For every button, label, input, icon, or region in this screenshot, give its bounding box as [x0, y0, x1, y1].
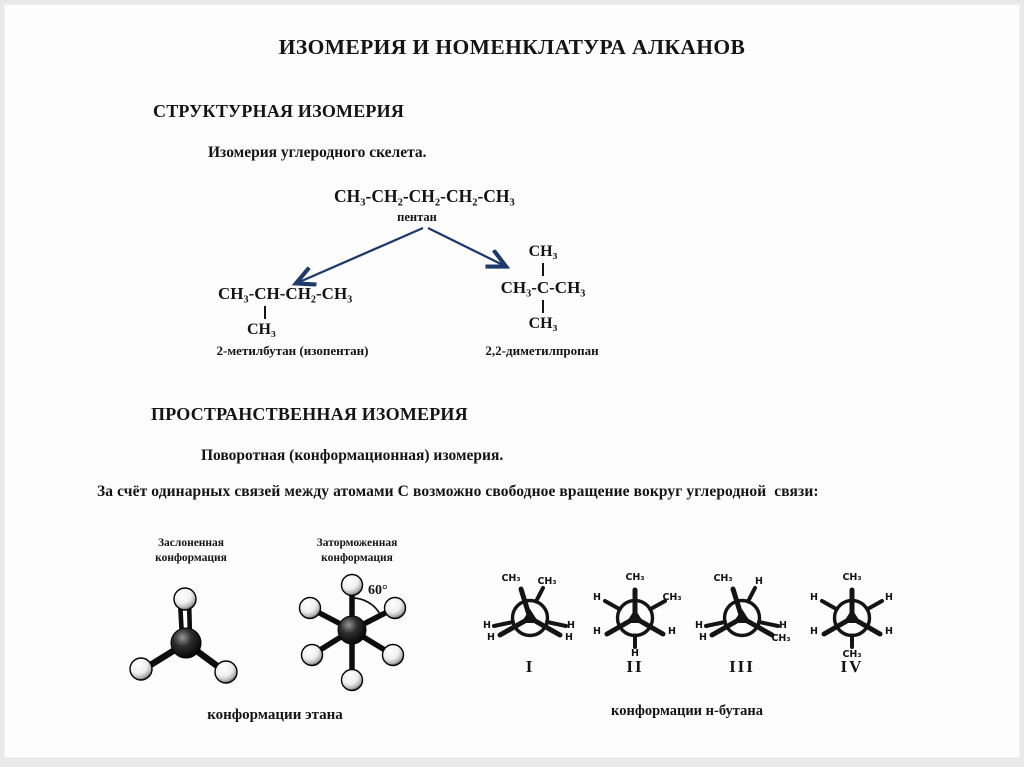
substituent-label: H — [885, 592, 893, 603]
isomer-left-name: 2-метилбутан (изопентан) — [216, 343, 369, 358]
staggered-conformation-label — [297, 536, 417, 566]
staggered-label-line2: конформация — [321, 551, 393, 564]
hydrogen-ball — [302, 645, 323, 666]
rotation-angle-label: 60° — [368, 583, 388, 598]
substituent-label: CH₃ — [537, 576, 557, 587]
substituent-label: H — [631, 648, 639, 659]
substituent-label: H — [593, 592, 601, 603]
subheading-carbon-skeleton: Изомерия углеродного скелета. — [208, 144, 427, 161]
carbon-ball — [338, 616, 366, 644]
hydrogen-ball — [174, 588, 196, 610]
substituent-label: H — [779, 620, 787, 631]
substituent-label: CH₃ — [842, 572, 862, 583]
substituent-label: CH₃ — [713, 573, 733, 584]
substituent-label: H — [810, 592, 818, 603]
angle-arc — [352, 598, 380, 614]
isomer-left-formula: CH₃-CH-CH₂-CH₃ — [218, 284, 353, 303]
butane-caption: конформации н-бутана — [611, 703, 763, 719]
conformer-numeral: III — [729, 657, 755, 676]
ethane-caption: конформации этана — [207, 707, 343, 723]
pentane-name: пентан — [397, 210, 437, 224]
substituent-label: H — [483, 620, 491, 631]
substituent-label: CH₃ — [501, 573, 521, 584]
newman-projection-2 — [580, 563, 690, 681]
newman-projection-1 — [475, 563, 585, 681]
isomer-left-branch: CH₃ — [247, 321, 276, 338]
eclipsed-ethane-model — [123, 583, 253, 695]
isomer-right-top-bond — [542, 263, 544, 276]
substituent-label: H — [885, 626, 893, 637]
section-heading-structural: СТРУКТУРНАЯ ИЗОМЕРИЯ — [153, 101, 405, 121]
conformer-numeral: I — [525, 657, 535, 676]
staggered-label-line1: Заторможенная — [316, 537, 398, 549]
substituent-label: H — [487, 632, 495, 643]
hydrogen-ball — [130, 658, 152, 680]
hydrogen-ball — [215, 661, 237, 683]
carbon-ball — [171, 628, 201, 658]
page-title: ИЗОМЕРИЯ И НОМЕНКЛАТУРА АЛКАНОВ — [278, 35, 746, 59]
substituent-label: H — [699, 632, 707, 643]
hydrogen-ball — [300, 598, 321, 619]
isomer-right-structure — [489, 243, 597, 333]
isomer-right-top-branch: CH₃ — [528, 243, 558, 260]
isomer-right-bottom-branch: CH₃ — [528, 315, 558, 332]
substituent-label: CH₃ — [625, 572, 645, 583]
section-heading-spatial: ПРОСТРАНСТВЕННАЯ ИЗОМЕРИЯ — [151, 404, 468, 424]
isomer-left-branch-bond — [264, 306, 266, 319]
eclipsed-conformation-label — [131, 536, 251, 566]
substituent-label: CH₃ — [842, 649, 862, 660]
rotation-description: За счёт одинарных связей между атомами С возможно свободное вращение вокруг углеродной связи: — [97, 483, 819, 500]
arrow-to-left-isomer — [297, 228, 423, 283]
conformer-numeral: II — [626, 657, 644, 676]
hydrogen-ball — [383, 645, 404, 666]
hydrogen-ball — [342, 670, 363, 691]
isomer-right-name: 2,2-диметилпропан — [485, 343, 599, 358]
subheading-conformational: Поворотная (конформационная) изомерия. — [201, 447, 504, 464]
substituent-label: CH₃ — [771, 633, 791, 644]
newman-projection-4 — [797, 563, 907, 681]
substituent-label: H — [593, 626, 601, 637]
substituent-label: H — [668, 626, 676, 637]
eclipsed-label-line1: Заслоненная — [157, 537, 225, 549]
pentane-formula: CH₃-CH₂-CH₂-CH₂-CH₃ — [334, 186, 515, 206]
eclipsed-label-line2: конформация — [155, 551, 227, 564]
substituent-label: H — [567, 620, 575, 631]
substituent-label: H — [810, 626, 818, 637]
staggered-ethane-model — [288, 568, 428, 695]
substituent-label: H — [695, 620, 703, 631]
isomer-right-bottom-bond — [542, 300, 544, 313]
isomer-right-formula: CH₃-C-CH₃ — [500, 278, 586, 297]
newman-projection-3 — [687, 563, 797, 681]
hydrogen-ball — [342, 575, 363, 596]
slide-page — [4, 4, 1020, 758]
substituent-label: H — [755, 576, 763, 587]
conformer-numeral: IV — [840, 657, 864, 676]
substituent-label: H — [565, 632, 573, 643]
hydrogen-ball — [385, 598, 406, 619]
substituent-label: CH₃ — [662, 592, 682, 603]
